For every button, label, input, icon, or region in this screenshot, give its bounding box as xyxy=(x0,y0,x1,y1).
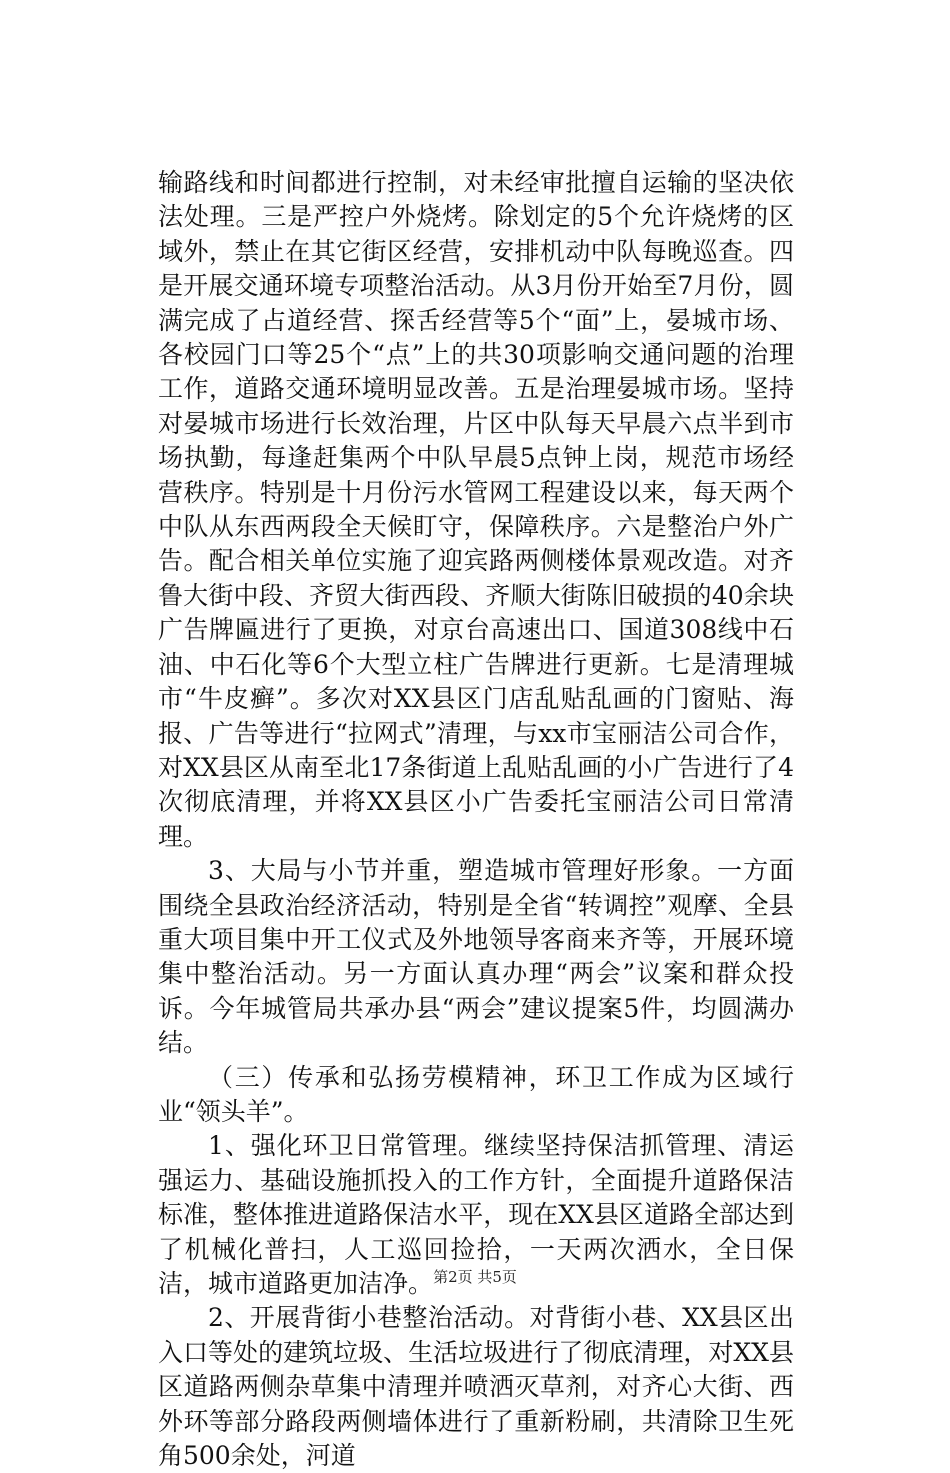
paragraph-continuation: 输路线和时间都进行控制，对未经审批擅自运输的坚决依法处理。三是严控户外烧烤。除划定的5个允许烧烤的区域外，禁止在其它街区经营，安排机动中队每晚巡查。四是开展交通环境专项整治活动。从3月份开始至7月份，圆满完成了占道经营、探舌经营等5个“面”上，晏城市场、各校园门口等25个“点”上的共30项影响交通问题的治理工作，道路交通环境明显改善。五是治理晏城市场。坚持对晏城市场进行长效治理，片区中队每天早晨六点半到市场执勤，每逢赶集两个中队早晨5点钟上岗，规范市场经营秩序。特别是十月份污水管网工程建设以来，每天两个中队从东西两段全天候盯守，保障秩序。六是整治户外广告。配合相关单位实施了迎宾路两侧楼体景观改造。对齐鲁大街中段、齐贸大街西段、齐顺大街陈旧破损的40余块广告牌匾进行了更换，对京台高速出口、国道308线中石油、中石化等6个大型立柱广告牌进行更新。七是清理城市“牛皮癣”。多次对XX县区门店乱贴乱画的门窗贴、海报、广告等进行“拉网式”清理，与xx市宝丽洁公司合作，对XX县区从南至北17条街道上乱贴乱画的小广告进行了4次彻底清理，并将XX县区小广告委托宝丽洁公司日常清理。 xyxy=(158,168,794,851)
page-number-footer: 第2页 共5页 xyxy=(433,1268,517,1286)
section-heading-3: （三）传承和弘扬劳模精神，环卫工作成为区域行业“领头羊”。 xyxy=(158,1062,794,1126)
paragraph-item-1: 1、强化环卫日常管理。继续坚持保洁抓管理、清运强运力、基础设施抓投入的工作方针，全面提升道路保洁标准，整体推进道路保洁水平，现在XX县区道路全部达到了机械化普扫，人工巡回捡拾，一天两次洒水，全日保洁，城市道路更加洁净。 xyxy=(158,1131,794,1298)
paragraph-item-3: 3、大局与小节并重，塑造城市管理好形象。一方面围绕全县政治经济活动，特别是全省“转调控”观摩、全县重大项目集中开工仪式及外地领导客商来齐等，开展环境集中整治活动。另一方面认真办理“两会”议案和群众投诉。今年城管局共承办县“两会”建议提案5件，均圆满办结。 xyxy=(158,856,794,1058)
paragraph-item-2: 2、开展背街小巷整治活动。对背街小巷、XX县区出入口等处的建筑垃圾、生活垃圾进行了彻底清理，对XX县区道路两侧杂草集中清理并喷洒灭草剂，对齐心大街、西外环等部分路段两侧墙体进行了重新粉刷，共清除卫生死角500余处，河道 xyxy=(158,1303,794,1471)
